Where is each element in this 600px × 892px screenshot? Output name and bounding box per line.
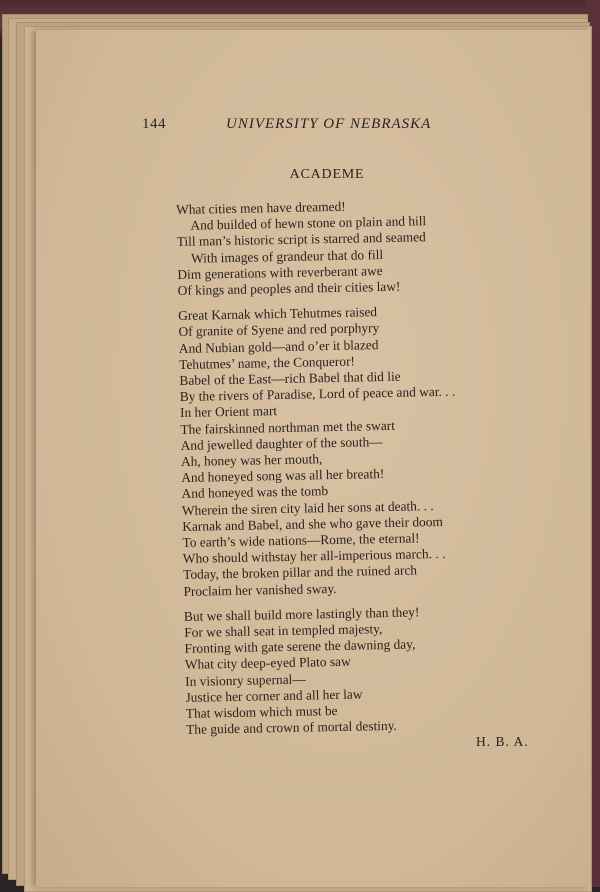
poem-line: To earth’s wide nations—Rome, the eternal! bbox=[182, 530, 420, 550]
poem-line: Fronting with gate serene the dawning day, bbox=[184, 636, 416, 657]
poem-line: Ah, honey was her mouth, bbox=[180, 451, 323, 469]
poem-line: For we shall seat in templed majesty, bbox=[184, 621, 383, 640]
poem-line: Today, the broken pillar and the ruined arch bbox=[183, 562, 418, 583]
running-head: UNIVERSITY OF NEBRASKA bbox=[226, 116, 432, 132]
poem-line: Great Karnak which Tehutmes raised bbox=[178, 304, 378, 324]
poem-line: Karnak and Babel, and she who gave their doom bbox=[182, 513, 443, 534]
poem-line: But we shall build more lastingly than they! bbox=[183, 604, 420, 624]
book-page bbox=[36, 30, 590, 887]
poem-line: Wherein the siren city laid her sons at death. . . bbox=[181, 497, 434, 518]
poem-line: With images of grandeur that do fill bbox=[190, 246, 384, 266]
poem-line: What city deep-eyed Plato saw bbox=[184, 654, 351, 673]
page-number: 144 bbox=[142, 116, 166, 132]
poem-line: And honeyed was the tomb bbox=[181, 483, 329, 502]
poem-line: Till man’s historic script is starred and seamed bbox=[176, 229, 426, 250]
poem-line: Of kings and peoples and their cities law! bbox=[177, 278, 401, 298]
poem-body bbox=[176, 195, 566, 739]
poem-line: Proclaim her vanished sway. bbox=[183, 580, 337, 599]
poem-line: The fairskinned northman met the swart bbox=[180, 417, 396, 437]
poem-line: Tehutmes’ name, the Conqueror! bbox=[178, 353, 356, 372]
poem-line: Of granite of Syene and red porphyry bbox=[178, 320, 380, 340]
poem-line: And builded of hewn stone on plain and hill bbox=[190, 213, 427, 233]
poem-line: In visionry supernal— bbox=[185, 671, 306, 689]
page-header bbox=[142, 116, 442, 133]
poem-line: The guide and crown of mortal destiny. bbox=[185, 718, 397, 738]
poem-line: Justice her corner and all her law bbox=[185, 686, 363, 705]
poem-line: That wisdom which must be bbox=[185, 703, 338, 721]
author-initials: H. B. A. bbox=[476, 734, 529, 749]
poem-title: ACADEME bbox=[289, 167, 365, 182]
poem-line: And jewelled daughter of the south— bbox=[180, 433, 383, 453]
poem-line: Who should withstay her all-imperious march. . . bbox=[182, 546, 446, 567]
poem-line: By the rivers of Paradise, Lord of peace and war. . . bbox=[179, 383, 456, 405]
poem-line: And honeyed song was all her breath! bbox=[181, 466, 385, 486]
poem-line: And Nubian gold—and o’er it blazed bbox=[178, 336, 379, 356]
poem-line: What cities men have dreamed! bbox=[176, 198, 346, 217]
poem-line: In her Orient mart bbox=[179, 403, 278, 421]
poem-line: Dim generations with reverberant awe bbox=[177, 262, 383, 282]
poem-line: Babel of the East—rich Babel that did lie bbox=[179, 368, 401, 388]
